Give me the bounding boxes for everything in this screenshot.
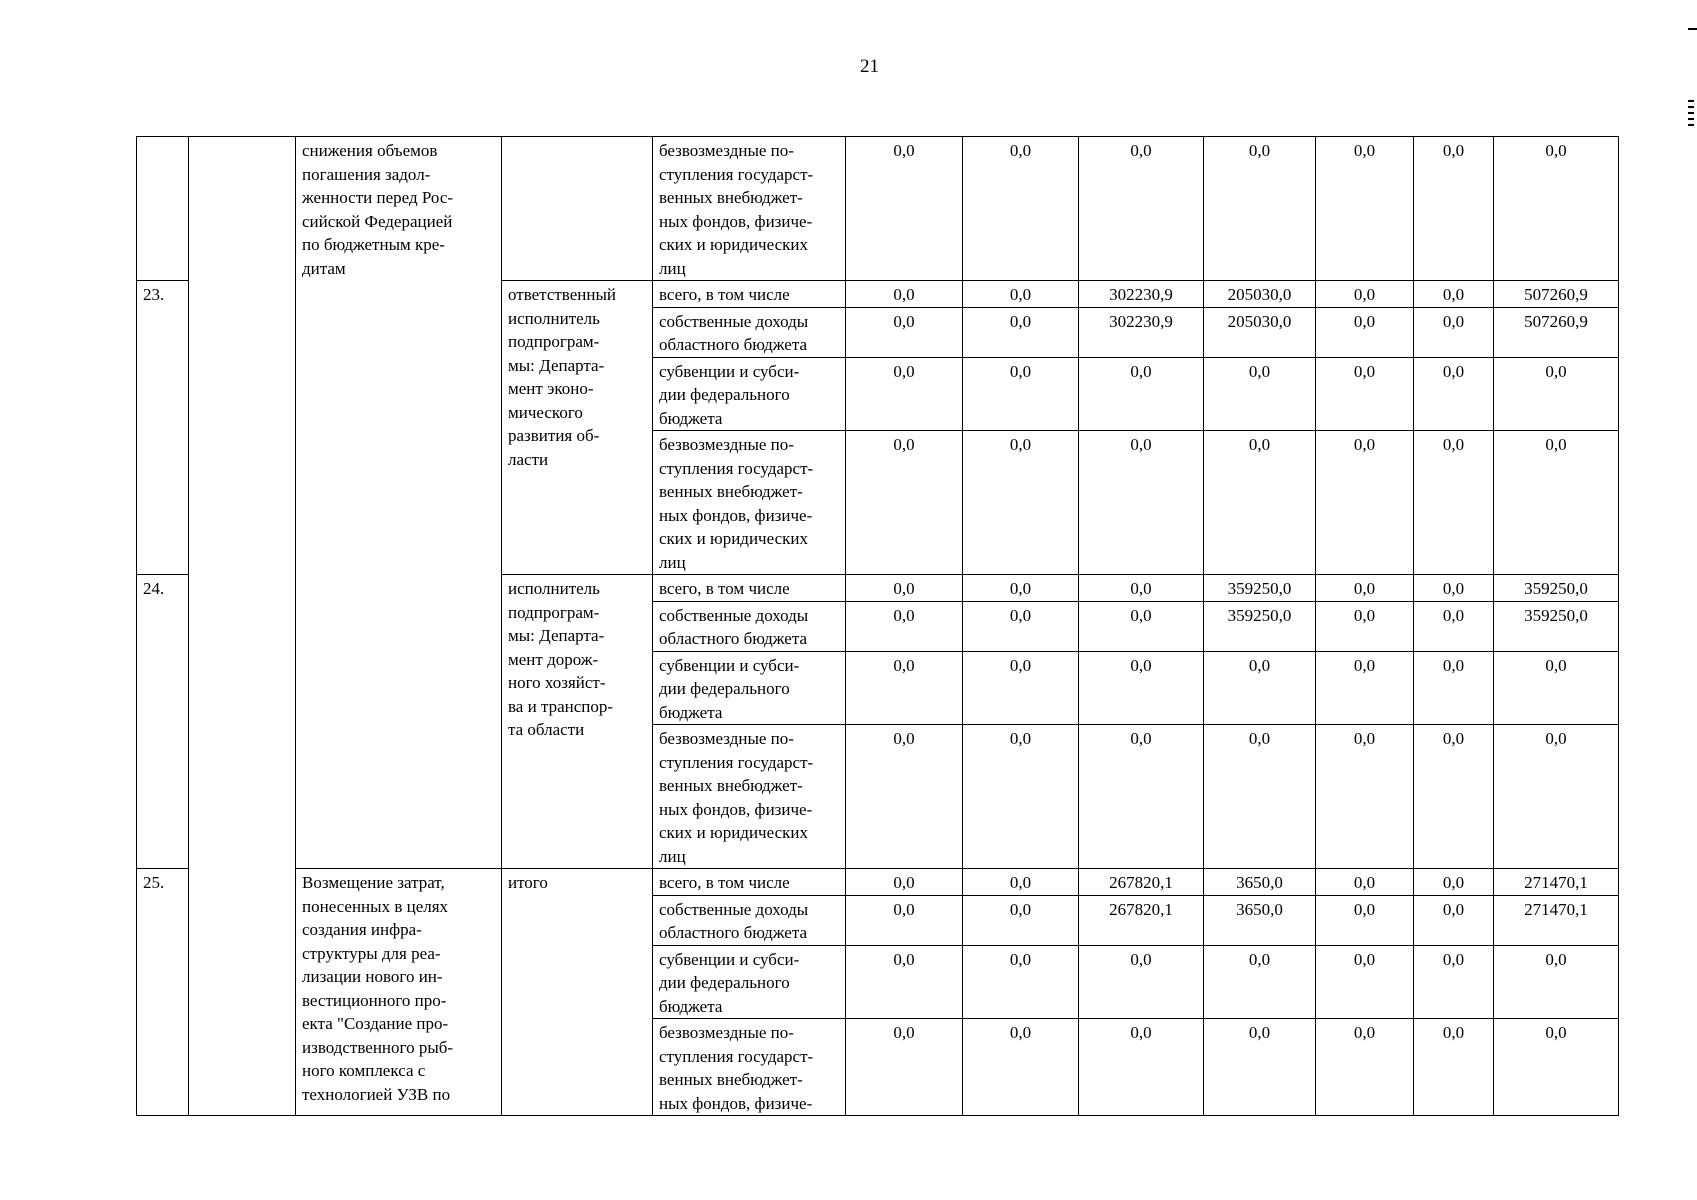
- value-cell: 0,0: [1079, 431, 1204, 575]
- budget-table: [136, 136, 1619, 1116]
- value-cell: 0,0: [1494, 1019, 1619, 1116]
- value-cell: 0,0: [846, 1019, 963, 1116]
- funding-source-cell: субвенции и субси- дии федерального бюджета: [653, 357, 846, 431]
- value-cell: 0,0: [1204, 431, 1316, 575]
- value-cell: 0,0: [963, 307, 1079, 357]
- value-cell: 359250,0: [1204, 601, 1316, 651]
- value-cell: 0,0: [1316, 1019, 1414, 1116]
- value-cell: 0,0: [846, 137, 963, 281]
- value-cell: 0,0: [1494, 137, 1619, 281]
- funding-source-cell: субвенции и субси- дии федерального бюджета: [653, 651, 846, 725]
- value-cell: 0,0: [963, 431, 1079, 575]
- table-row: [137, 869, 1619, 896]
- funding-source-cell: безвозмездные по- ступления государст- венных внебюджет- ных фондов, физиче- ских и юридических лиц: [653, 137, 846, 281]
- value-cell: 0,0: [1414, 137, 1494, 281]
- value-cell: 0,0: [1204, 1019, 1316, 1116]
- value-cell: 0,0: [1204, 137, 1316, 281]
- value-cell: 0,0: [846, 945, 963, 1019]
- value-cell: 302230,9: [1079, 281, 1204, 308]
- value-cell: 0,0: [1414, 357, 1494, 431]
- measure-cell: Возмещение затрат, понесенных в целях создания инфра- структуры для реа- лизации нового ин- вестиционного про- екта "Создание про- изводственного рыб- ного комплекса с технологией УЗВ по: [296, 869, 502, 1116]
- value-cell: 0,0: [846, 651, 963, 725]
- funding-source-cell: всего, в том числе: [653, 575, 846, 602]
- funding-source-cell: собственные доходы областного бюджета: [653, 307, 846, 357]
- value-cell: 0,0: [1414, 431, 1494, 575]
- funding-source-cell: собственные доходы областного бюджета: [653, 601, 846, 651]
- value-cell: 0,0: [1414, 651, 1494, 725]
- value-cell: 0,0: [1414, 945, 1494, 1019]
- value-cell: 0,0: [1414, 575, 1494, 602]
- value-cell: 0,0: [1414, 895, 1494, 945]
- executor-cell: [502, 137, 653, 281]
- value-cell: 0,0: [846, 281, 963, 308]
- measure-cell: снижения объемов погашения задол- женности перед Рос- сийской Федерацией по бюджетным кре- дитам: [296, 137, 502, 869]
- value-cell: 267820,1: [1079, 895, 1204, 945]
- value-cell: 0,0: [963, 895, 1079, 945]
- value-cell: 0,0: [846, 869, 963, 896]
- value-cell: 205030,0: [1204, 307, 1316, 357]
- value-cell: 0,0: [1494, 725, 1619, 869]
- scan-mark-side: [1688, 100, 1694, 126]
- value-cell: 0,0: [963, 575, 1079, 602]
- value-cell: 205030,0: [1204, 281, 1316, 308]
- value-cell: 271470,1: [1494, 895, 1619, 945]
- value-cell: 0,0: [1079, 601, 1204, 651]
- value-cell: 0,0: [1316, 945, 1414, 1019]
- funding-source-cell: безвозмездные по- ступления государст- венных внебюджет- ных фондов, физиче-: [653, 1019, 846, 1116]
- value-cell: 271470,1: [1494, 869, 1619, 896]
- value-cell: 0,0: [846, 601, 963, 651]
- funding-source-cell: собственные доходы областного бюджета: [653, 895, 846, 945]
- value-cell: 0,0: [1494, 357, 1619, 431]
- value-cell: 0,0: [1316, 307, 1414, 357]
- value-cell: 0,0: [1316, 137, 1414, 281]
- value-cell: 507260,9: [1494, 281, 1619, 308]
- funding-source-cell: безвозмездные по- ступления государст- венных внебюджет- ных фондов, физиче- ских и юридических лиц: [653, 431, 846, 575]
- value-cell: 0,0: [1316, 431, 1414, 575]
- value-cell: 0,0: [1414, 307, 1494, 357]
- value-cell: 0,0: [1414, 601, 1494, 651]
- executor-cell: ответственный исполнитель подпрограм- мы: Департа- мент эконо- мического развития об- ласти: [502, 281, 653, 575]
- page-number: 21: [860, 56, 879, 77]
- value-cell: 0,0: [1414, 1019, 1494, 1116]
- funding-source-cell: субвенции и субси- дии федерального бюджета: [653, 945, 846, 1019]
- value-cell: 0,0: [1079, 725, 1204, 869]
- value-cell: 0,0: [963, 281, 1079, 308]
- value-cell: 0,0: [1316, 651, 1414, 725]
- value-cell: 0,0: [1204, 945, 1316, 1019]
- value-cell: 0,0: [1204, 357, 1316, 431]
- executor-cell: исполнитель подпрограм- мы: Департа- мент дорож- ного хозяйст- ва и транспор- та области: [502, 575, 653, 869]
- program-cell: [189, 137, 296, 1116]
- funding-source-cell: всего, в том числе: [653, 281, 846, 308]
- value-cell: 0,0: [963, 357, 1079, 431]
- value-cell: 3650,0: [1204, 869, 1316, 896]
- executor-cell: итого: [502, 869, 653, 1116]
- value-cell: 0,0: [1079, 1019, 1204, 1116]
- value-cell: 0,0: [963, 651, 1079, 725]
- value-cell: 0,0: [963, 869, 1079, 896]
- value-cell: 0,0: [1204, 725, 1316, 869]
- value-cell: 359250,0: [1494, 601, 1619, 651]
- value-cell: 3650,0: [1204, 895, 1316, 945]
- value-cell: 0,0: [846, 357, 963, 431]
- value-cell: 267820,1: [1079, 869, 1204, 896]
- value-cell: 0,0: [963, 1019, 1079, 1116]
- value-cell: 0,0: [1316, 281, 1414, 308]
- row-number-cell: 24.: [137, 575, 189, 869]
- row-number-cell: [137, 137, 189, 281]
- value-cell: 0,0: [963, 725, 1079, 869]
- funding-source-cell: всего, в том числе: [653, 869, 846, 896]
- value-cell: 0,0: [1494, 651, 1619, 725]
- value-cell: 0,0: [1316, 869, 1414, 896]
- value-cell: 0,0: [963, 945, 1079, 1019]
- value-cell: 0,0: [1204, 651, 1316, 725]
- value-cell: 507260,9: [1494, 307, 1619, 357]
- value-cell: 0,0: [1414, 725, 1494, 869]
- value-cell: 0,0: [846, 575, 963, 602]
- value-cell: 0,0: [1414, 281, 1494, 308]
- value-cell: 0,0: [1316, 895, 1414, 945]
- value-cell: 0,0: [1494, 945, 1619, 1019]
- value-cell: 359250,0: [1204, 575, 1316, 602]
- value-cell: 0,0: [1414, 869, 1494, 896]
- value-cell: 0,0: [1079, 575, 1204, 602]
- value-cell: 0,0: [1079, 651, 1204, 725]
- value-cell: 0,0: [963, 601, 1079, 651]
- value-cell: 302230,9: [1079, 307, 1204, 357]
- value-cell: 0,0: [1079, 137, 1204, 281]
- value-cell: 0,0: [846, 895, 963, 945]
- value-cell: 0,0: [846, 725, 963, 869]
- value-cell: 359250,0: [1494, 575, 1619, 602]
- value-cell: 0,0: [846, 307, 963, 357]
- row-number-cell: 23.: [137, 281, 189, 575]
- table-row: [137, 137, 1619, 281]
- value-cell: 0,0: [846, 431, 963, 575]
- funding-source-cell: безвозмездные по- ступления государст- венных внебюджет- ных фондов, физиче- ских и юридических лиц: [653, 725, 846, 869]
- value-cell: 0,0: [1079, 357, 1204, 431]
- value-cell: 0,0: [1316, 601, 1414, 651]
- value-cell: 0,0: [1494, 431, 1619, 575]
- value-cell: 0,0: [1316, 575, 1414, 602]
- value-cell: 0,0: [1316, 725, 1414, 869]
- row-number-cell: 25.: [137, 869, 189, 1116]
- value-cell: 0,0: [1316, 357, 1414, 431]
- value-cell: 0,0: [1079, 945, 1204, 1019]
- value-cell: 0,0: [963, 137, 1079, 281]
- scan-mark-top: [1688, 28, 1697, 30]
